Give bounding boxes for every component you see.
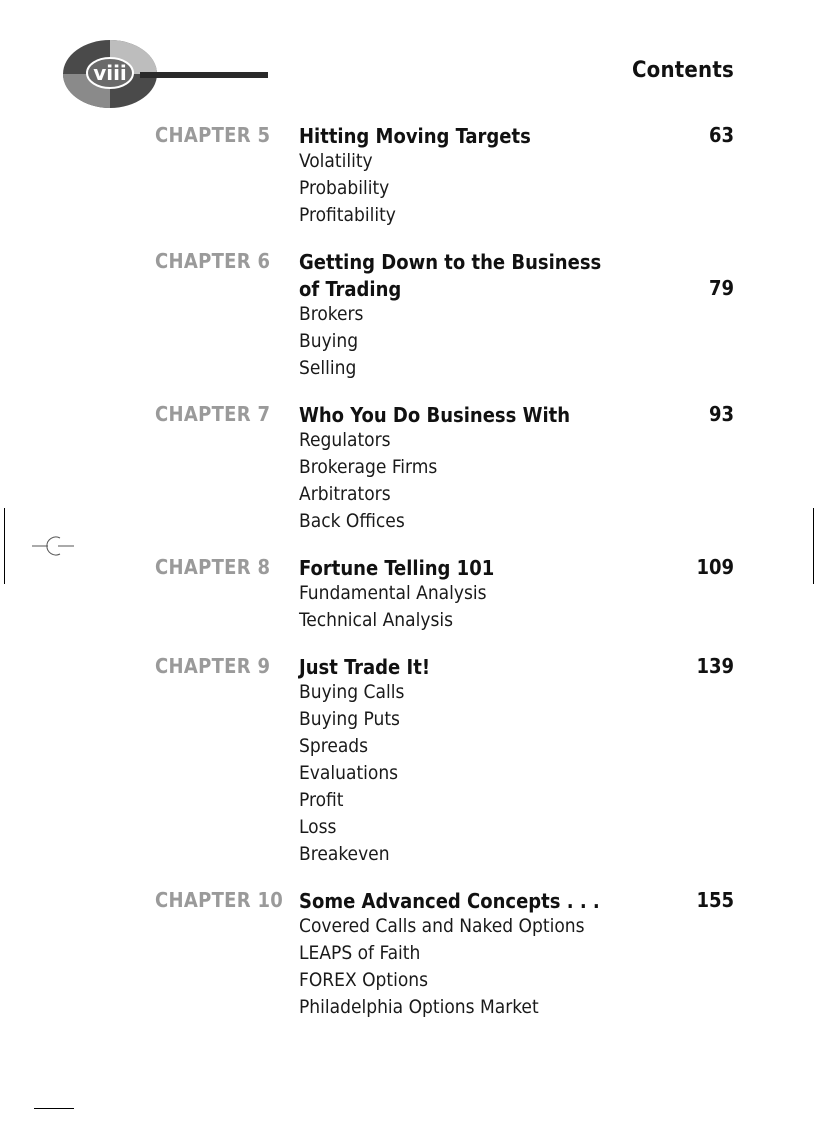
chapter-label: CHAPTER 7 [155, 402, 271, 426]
chapter-topics [299, 301, 363, 382]
chapter-title [299, 888, 659, 915]
chapter-title-line: of Trading [299, 277, 402, 301]
topic-item: Profitability [299, 204, 396, 226]
registration-mark-icon [30, 532, 76, 560]
topic-item: Profit [299, 789, 344, 811]
chapter-title-line: Hitting Moving Targets [299, 124, 531, 148]
chapter-page-number: 63 [708, 123, 734, 147]
chapter-title [299, 555, 659, 582]
logo-rule [140, 72, 268, 78]
chapter-label: CHAPTER 5 [155, 123, 271, 147]
topic-item: Selling [299, 357, 357, 379]
topic-item: Regulators [299, 429, 391, 451]
chapter-label: CHAPTER 6 [155, 249, 271, 273]
topic-item: Buying Calls [299, 681, 405, 703]
chapter-title-line: Fortune Telling 101 [299, 556, 495, 580]
topic-item: Loss [299, 816, 337, 838]
topic-item: Probability [299, 177, 390, 199]
chapter-label: CHAPTER 8 [155, 555, 271, 579]
chapter-title-line: Getting Down to the Business [299, 250, 602, 274]
topic-item: Buying [299, 330, 359, 352]
section-title: Contents [631, 58, 734, 83]
topic-item: Volatility [299, 150, 373, 172]
chapter-topics [299, 580, 487, 634]
crop-mark-left [4, 508, 5, 584]
chapter-page-number: 93 [708, 402, 734, 426]
crop-mark-right [813, 508, 814, 584]
chapter-label: CHAPTER 9 [155, 654, 271, 678]
topic-item: Evaluations [299, 762, 399, 784]
topic-item: Covered Calls and Naked Options [299, 915, 585, 937]
chapter-topics [299, 427, 437, 535]
topic-item: LEAPS of Faith [299, 942, 421, 964]
chapter-topics [299, 913, 585, 1021]
topic-item: Arbitrators [299, 483, 391, 505]
bottom-crop-rule [34, 1108, 74, 1109]
chapter-title-line: Just Trade It! [299, 655, 431, 679]
topic-item: Technical Analysis [299, 609, 454, 631]
topic-item: Breakeven [299, 843, 390, 865]
chapter-page-number: 109 [696, 555, 734, 579]
chapter-label: CHAPTER 10 [155, 888, 284, 912]
folio-logo [62, 38, 272, 110]
topic-item: Philadelphia Options Market [299, 996, 539, 1018]
chapter-page-number: 139 [696, 654, 734, 678]
topic-item: Back Offices [299, 510, 405, 532]
chapter-topics [299, 148, 396, 229]
chapter-title [299, 249, 659, 303]
folio-number: viii [93, 61, 127, 85]
chapter-page-number: 79 [708, 276, 734, 300]
topic-item: Buying Puts [299, 708, 400, 730]
topic-item: Brokerage Firms [299, 456, 438, 478]
chapter-title [299, 402, 659, 429]
topic-item: Fundamental Analysis [299, 582, 487, 604]
chapter-title-line: Some Advanced Concepts . . . [299, 889, 600, 913]
chapter-title-line: Who You Do Business With [299, 403, 571, 427]
chapter-page-number: 155 [696, 888, 734, 912]
topic-item: Spreads [299, 735, 369, 757]
topic-item: Brokers [299, 303, 364, 325]
chapter-title [299, 123, 659, 150]
topic-item: FOREX Options [299, 969, 429, 991]
chapter-title [299, 654, 659, 681]
chapter-topics [299, 679, 404, 868]
